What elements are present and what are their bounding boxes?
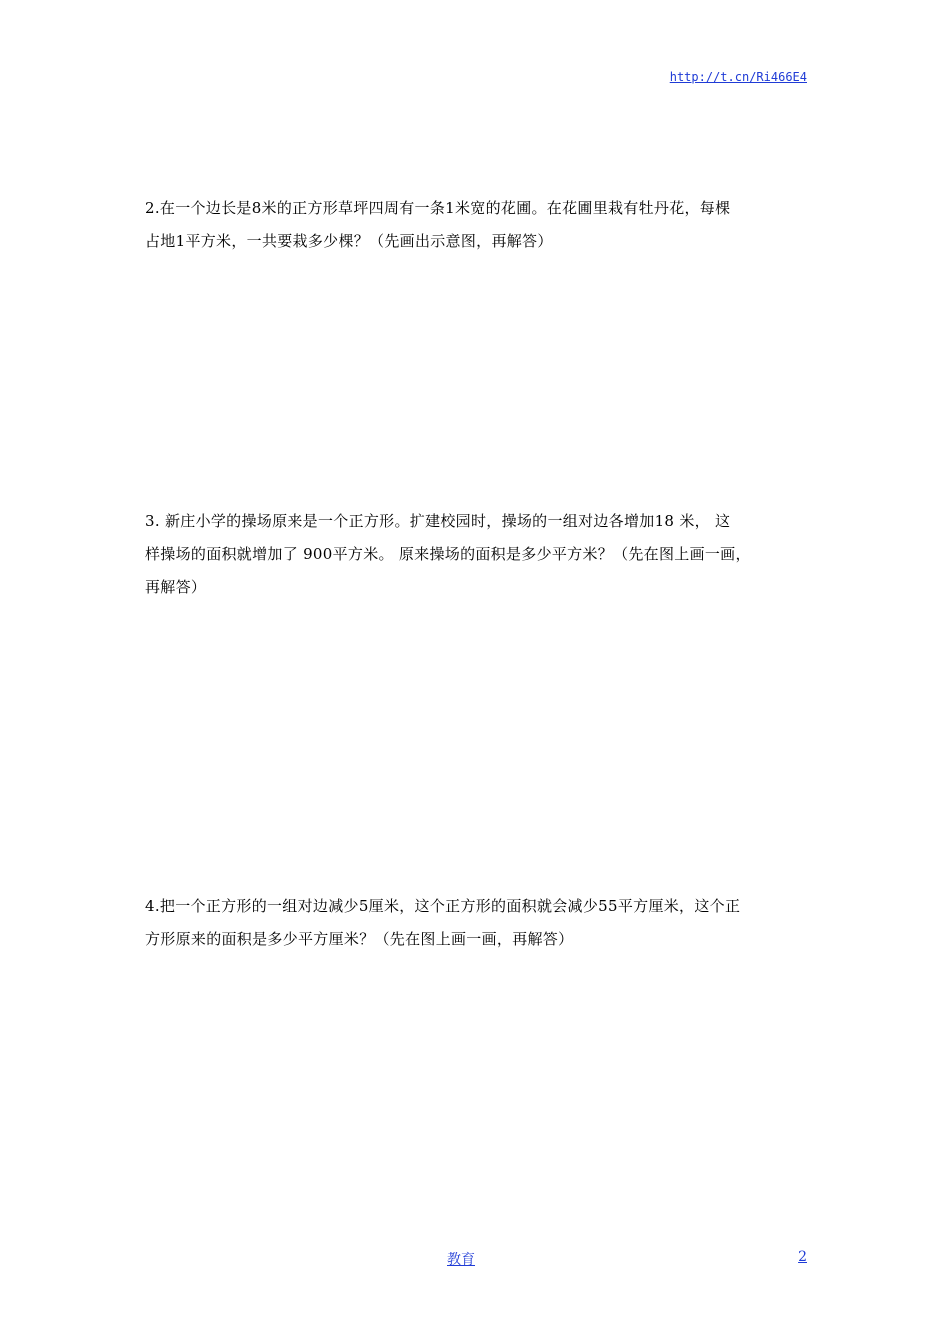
- footer-link[interactable]: 教育: [447, 1252, 475, 1268]
- page-number[interactable]: 2: [798, 1249, 807, 1265]
- problem-3-line-1: 3. 新庄小学的操场原来是一个正方形。扩建校园时，操场的一组对边各增加18 米， 这: [145, 512, 731, 530]
- problem-4: [145, 890, 810, 956]
- problem-4-line-2: 方形原来的面积是多少平方厘米？（先在图上画一画，再解答）: [145, 930, 574, 948]
- problem-2-line-1: 2.在一个边长是8米的正方形草坪四周有一条1米宽的花圃。在花圃里栽有牡丹花，每棵: [145, 199, 731, 217]
- problem-3-line-3: 再解答）: [145, 578, 207, 596]
- header-link[interactable]: http://t.cn/Ri466E4: [669, 70, 807, 84]
- problem-2: [145, 192, 810, 258]
- problem-4-line-1: 4.把一个正方形的一组对边减少5厘米，这个正方形的面积就会减少55平方厘米，这个正: [145, 897, 741, 915]
- problem-2-line-2: 占地1平方米，一共要栽多少棵？（先画出示意图，再解答）: [145, 232, 553, 250]
- problem-3-line-2: 样操场的面积就增加了 900平方米。 原来操场的面积是多少平方米？（先在图上画一画，: [145, 545, 751, 563]
- problem-3: [145, 505, 810, 604]
